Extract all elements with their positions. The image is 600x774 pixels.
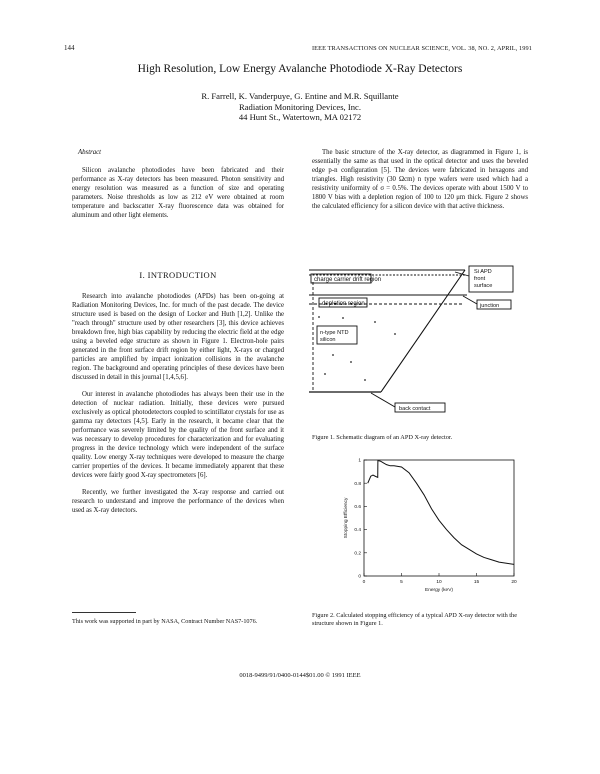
y-axis-label: Stopping Efficiency — [344, 497, 349, 539]
intro-paragraph-2: Our interest in avalanche photodiodes has always been their use in the detection of nuclear radiation. Initially, these devices were pursued exclusively as optical photodetectors coupled to scintillator crystals for use as gamma ray detectors [4,5]. Early in the research, it became clear that the performance was severely limited by the quality of the front surface and it was necessary to develop procedures for characterization and for evaluating progress in the device technology which were independent of the surface quality. Low energy X-ray techniques were developed to measure the charge carrier properties of the devices. It became immediately apparent that these devices were fairly good X-ray spectrometers [6]. — [72, 391, 284, 479]
right-column-text — [312, 148, 528, 219]
efficiency-curve — [368, 461, 514, 565]
chart-axes — [364, 460, 514, 576]
figure-2-chart — [332, 452, 522, 598]
copyright-line: 0018-9499/91/0400-0144$01.00 © 1991 IEEE — [239, 672, 361, 679]
siapd-label-line-1: Si APD — [474, 269, 492, 275]
x-tick-label: 10 — [436, 580, 442, 585]
ntd-label-line-1: n-type NTD — [320, 330, 349, 336]
page-number: 144 — [64, 44, 75, 52]
back-contact-label: back contact — [399, 406, 431, 412]
author-names: R. Farrell, K. Vanderpuye, G. Entine and M.R. Squillante — [201, 91, 399, 101]
siapd-label-line-2: front — [474, 276, 486, 282]
bevel-edge — [381, 270, 465, 392]
journal-header: IEEE TRANSACTIONS ON NUCLEAR SCIENCE, VOL. 38, NO. 2, APRIL, 1991 — [311, 45, 532, 52]
author-address: 44 Hunt St., Watertown, MA 02172 — [238, 112, 362, 122]
depletion-region-label: depletion region — [322, 301, 365, 307]
figure-2-caption: Figure 2. Calculated stopping efficiency of a typical APD X-ray detector with the structure shown in Figure 1. — [312, 612, 517, 627]
abstract-paragraph: Silicon avalanche photodiodes have been fabricated and their performance as X-ray detectors has been measured. Photon sensitivity and energy resolution was measured as a function of size and operating parameters. Noise thresholds as low as 212 eV were obtained at room temperature and backscatter X-ray fluorescence data was obtained for aluminum and other light elements. — [72, 167, 284, 219]
paper-title: High Resolution, Low Energy Avalanche Photodiode X-Ray Detectors — [137, 63, 463, 75]
x-tick-label: 0 — [362, 580, 366, 585]
plot-frame — [364, 460, 514, 576]
introduction-body — [72, 292, 284, 523]
y-tick-label: 1 — [358, 458, 361, 464]
x-tick-label: 15 — [473, 580, 480, 585]
junction-leader — [463, 296, 477, 304]
drift-region-label: charge carrier drift region — [314, 277, 382, 283]
intro-paragraph-3: Recently, we further investigated the X-ray response and carried out research to understand and improve the performance of the devices when used as X-ray detectors. — [72, 489, 284, 514]
y-tick-label: 0.4 — [354, 528, 361, 534]
intro-paragraph-1: Research into avalanche photodiodes (APDs) has been on-going at Radiation Monitoring Devices, Inc. for much of the past decade. The device structure used is based on the design of Locker and Huth [1,2]. Unlike the "reach through" structure used by other researchers [3], this device achieves breakdown free, high bias capability by reducing the electric field at the edge using a beveled edge structure as shown in Figure 1. Electron-hole pairs generated in the front surface drift region by either light, X-rays or charged particles are amplified by impact ionization collisions in the avalanche region. The background and operating principles of these devices have been discussed in detail in this journal [1,4,5,6]. — [72, 293, 284, 381]
x-tick-label: 20 — [511, 580, 517, 585]
y-tick-label: 0.6 — [354, 505, 361, 510]
junction-label: junction — [480, 303, 500, 309]
structure-paragraph: The basic structure of the X-ray detector, as diagrammed in Figure 1, is essentially the same as that used in the optical detector and uses the beveled edge p-n configuration [5]. The devices were fabricated in hexagons and triangles. High resistivity (30 Ωcm) n type wafers were used which had a resistivity uniformity of σ = 0.5%. The devices operate with about 1500 V to 1800 V bias with a depletion region of 100 to 120 μm thick. Figure 2 shows the calculated efficiency for a silicon device with that active thickness. — [312, 149, 528, 210]
x-tick-label: 5 — [400, 580, 403, 585]
introduction-heading: I. INTRODUCTION — [139, 270, 217, 280]
y-tick-label: 0 — [358, 574, 361, 580]
y-tick-label: 0.2 — [354, 551, 361, 557]
figure-1-caption: Figure 1. Schematic diagram of an APD X-ray detector. — [312, 434, 453, 441]
footnote-rule — [72, 612, 136, 613]
author-affiliation: Radiation Monitoring Devices, Inc. — [239, 101, 361, 112]
abstract-heading: Abstract — [78, 149, 102, 156]
siapd-label-line-3: surface — [474, 283, 493, 289]
contact-leader — [371, 393, 395, 407]
chart-ticks — [354, 458, 517, 585]
author-block — [0, 91, 600, 123]
ntd-label-line-2: silicon — [320, 337, 336, 343]
abstract-text — [72, 166, 284, 228]
figure-1-diagram — [305, 262, 535, 432]
footnote: This work was supported in part by NASA, Contract Number NAS7-1076. — [72, 618, 258, 625]
x-axis-label: Energy (keV) — [425, 588, 453, 593]
y-tick-label: 0.8 — [354, 481, 361, 487]
